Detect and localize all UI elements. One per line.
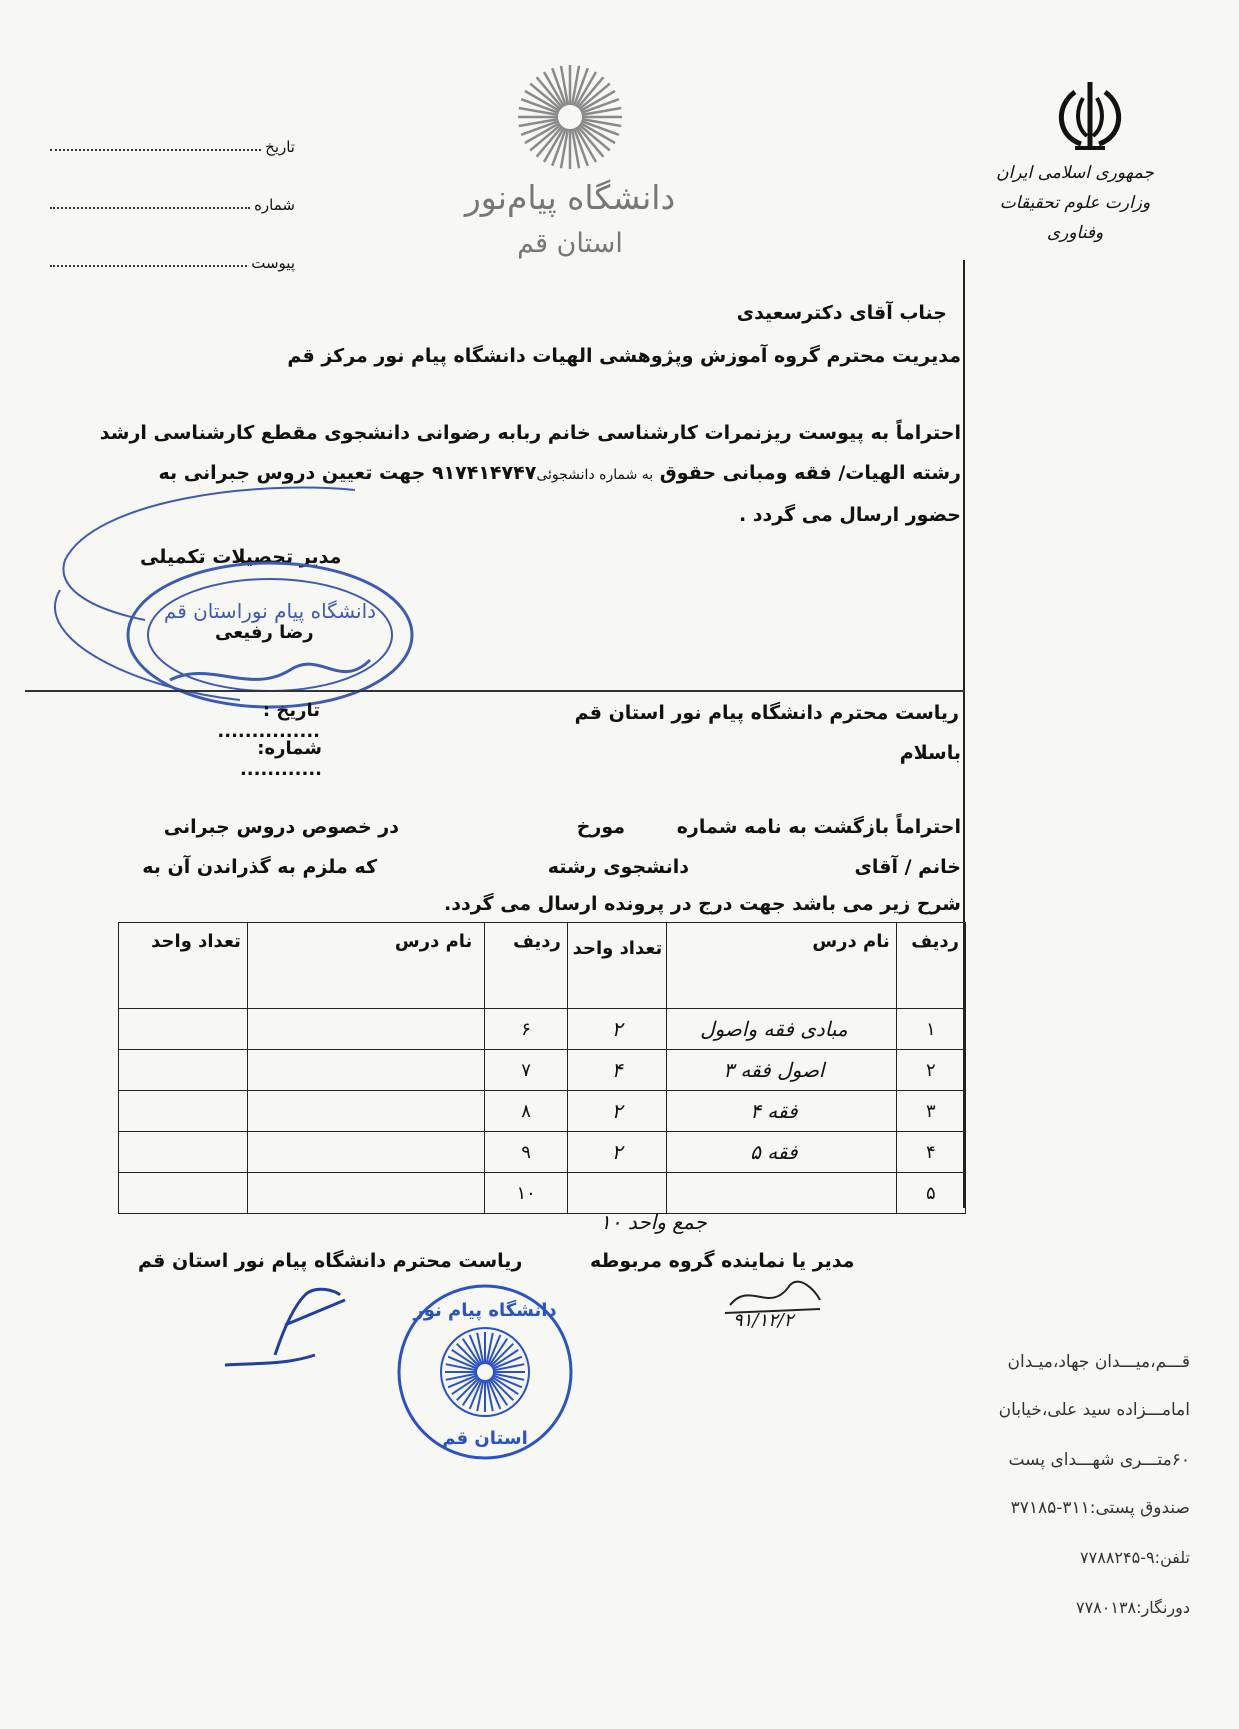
republic-text: جمهوری اسلامی ایران <box>996 163 1154 183</box>
table-row: ۴ فقه ۵ ۲ ۹ <box>119 1132 966 1173</box>
total-units-note: جمع واحد ۱۰ <box>600 1210 707 1234</box>
header-date-field <box>50 132 295 156</box>
reply-date-field: تاریخ : ............... <box>217 700 320 742</box>
col-units-2: تعداد واحد <box>119 923 248 1009</box>
dept-manager-date: ۹۱/۱۲/۲ <box>733 1310 794 1331</box>
university-province: استان قم <box>517 228 623 259</box>
signer-title: مدیر تحصیلات تکمیلی <box>140 546 342 568</box>
ministry-block <box>970 158 1180 248</box>
signer-name: رضا رفیعی <box>215 622 314 643</box>
footer-po-box: صندوق پستی:۳۱۱-۳۷۱۸۵ <box>1010 1498 1190 1518</box>
letter-addressee-title: مدیریت محترم گروه آموزش وپژوهشی الهیات دانشگاه پیام نور مرکز قم <box>287 345 961 367</box>
footer-phone: تلفن:۹-۷۷۸۸۲۴۵ <box>1080 1548 1190 1567</box>
footer-address-line1: قـــم،میـــدان جهاد،میـدان <box>1007 1352 1190 1372</box>
university-logo-icon <box>515 62 625 172</box>
president-label: ریاست محترم دانشگاه پیام نور استان قم <box>138 1250 523 1272</box>
reply-line1-b: مورخ <box>576 816 625 838</box>
reply-addressee: ریاست محترم دانشگاه پیام نور استان قم <box>574 702 959 724</box>
reply-line2-a: خانم / آقای <box>854 856 961 878</box>
dept-manager-label: مدیر یا نماینده گروه مربوطه <box>590 1250 855 1272</box>
col-units-1: تعداد واحد <box>567 923 666 1009</box>
letter-addressee: جناب آقای دکترسعیدی <box>736 302 947 324</box>
university-name: دانشگاه پیام‌نور <box>464 178 676 217</box>
header-number-field <box>50 190 295 214</box>
reply-date-label: تاریخ : <box>262 700 320 721</box>
stamp2-bottom-text: استان قم <box>442 1428 528 1449</box>
table-row: ۵ ۱۰ <box>119 1173 966 1214</box>
president-signature <box>215 1285 355 1385</box>
letter-field-of-study: رشته الهیات/ فقه ومبانی حقوق <box>659 462 961 484</box>
header-attachment-label: پیوست <box>251 254 295 272</box>
table-row: ۲ اصول فقه ۳ ۴ ۷ <box>119 1050 966 1091</box>
header-attachment-field <box>50 248 295 272</box>
iran-emblem-icon <box>1045 78 1135 156</box>
university-official-stamp <box>395 1282 575 1462</box>
col-course-name-1: نام درس <box>666 923 896 1009</box>
table-header-row <box>119 923 966 1009</box>
stamp1-text: دانشگاه پیام نوراستان قم <box>163 599 377 623</box>
col-course-name-2: نام درس <box>247 923 484 1009</box>
letter-body-line1: احتراماً به پیوست ریزنمرات کارشناسی خانم ربابه رضوانی دانشجوی مقطع کارشناسی ارشد <box>99 422 961 444</box>
col-row-1: ردیف <box>896 923 965 1009</box>
reply-number-label: شماره: <box>257 738 322 759</box>
reply-number-field: شماره: ............ <box>239 738 322 780</box>
table-row: ۳ فقه ۴ ۲ ۸ <box>119 1091 966 1132</box>
letter-student-number: ۹۱۷۴۱۴۷۴۷ <box>431 462 537 484</box>
reply-greeting: باسلام <box>899 742 961 764</box>
letter-student-number-label: به شماره دانشجوئی <box>536 467 654 483</box>
ministry-text: وزارت علوم تحقیقات وفناوری <box>999 193 1151 243</box>
reply-line3: شرح زیر می باشد جهت درج در پرونده ارسال می گردد. <box>444 893 961 915</box>
footer-address-line2: امامـــزاده سید علی،خیابان <box>998 1400 1190 1420</box>
reply-line2-c: که ملزم به گذراندن آن به <box>142 856 377 878</box>
reply-line2-b: دانشجوی رشته <box>547 856 689 878</box>
footer-address-line3: ۶۰متـــری شهـــدای پست <box>1008 1450 1190 1470</box>
letter-purpose: جهت تعیین دروس جبرانی به <box>158 462 426 484</box>
footer-fax: دورنگار:۷۷۸۰۱۳۸ <box>1075 1598 1190 1617</box>
header-date-label: تاریخ <box>265 138 295 156</box>
stamp2-top-text: دانشگاه پیام نور <box>413 1300 557 1321</box>
header-number-label: شماره <box>254 196 295 214</box>
table-row: ۱ مبادی فقه واصول ۲ ۶ <box>119 1009 966 1050</box>
reply-line1-c: در خصوص دروس جبرانی <box>163 816 399 838</box>
signature-arc <box>55 480 375 640</box>
reply-line1-a: احتراماً بازگشت به نامه شماره <box>676 816 961 838</box>
section-divider <box>25 690 965 692</box>
col-row-2: ردیف <box>485 923 568 1009</box>
letter-body-line3: حضور ارسال می گردد . <box>738 504 961 526</box>
compensatory-courses-table <box>118 922 966 1214</box>
